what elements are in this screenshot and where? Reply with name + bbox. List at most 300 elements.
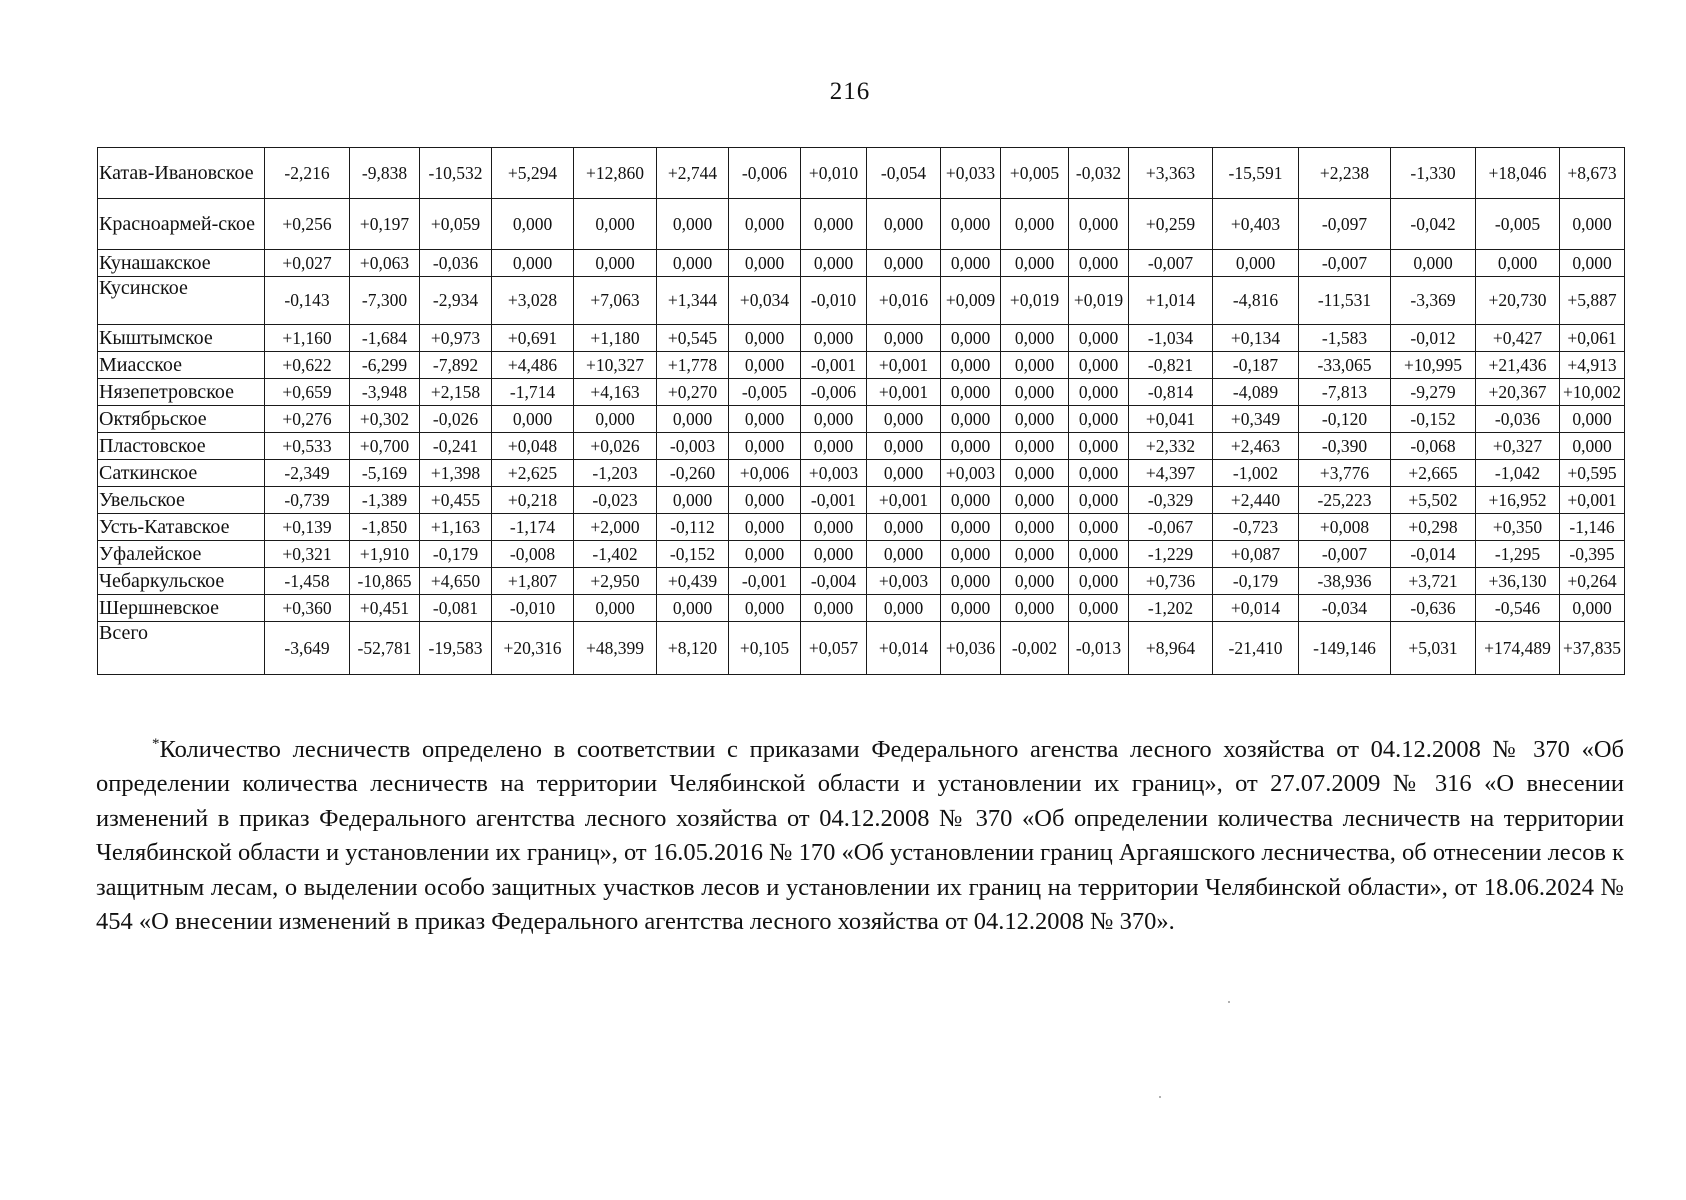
value-cell: 0,000 [729, 433, 801, 460]
value-cell: +20,316 [492, 622, 574, 675]
value-cell: +0,276 [265, 406, 350, 433]
value-cell: +0,451 [350, 595, 420, 622]
value-cell: +0,622 [265, 352, 350, 379]
value-cell: -1,174 [492, 514, 574, 541]
value-cell: +2,238 [1299, 148, 1391, 199]
forestry-name-cell: Кусинское [98, 277, 265, 325]
value-cell: +0,016 [867, 277, 941, 325]
value-cell: 0,000 [1069, 406, 1129, 433]
value-cell: 0,000 [1391, 250, 1476, 277]
value-cell: -9,279 [1391, 379, 1476, 406]
value-cell: -0,179 [1213, 568, 1299, 595]
value-cell: -0,546 [1476, 595, 1560, 622]
value-cell: -0,001 [801, 352, 867, 379]
value-cell: +0,001 [1560, 487, 1625, 514]
value-cell: +0,061 [1560, 325, 1625, 352]
value-cell: +0,134 [1213, 325, 1299, 352]
value-cell: -0,026 [420, 406, 492, 433]
value-cell: -1,714 [492, 379, 574, 406]
value-cell: -0,152 [657, 541, 729, 568]
value-cell: 0,000 [941, 325, 1001, 352]
value-cell: -0,010 [801, 277, 867, 325]
value-cell: +2,625 [492, 460, 574, 487]
value-cell: -1,402 [574, 541, 657, 568]
value-cell: +48,399 [574, 622, 657, 675]
value-cell: 0,000 [941, 406, 1001, 433]
value-cell: -0,006 [801, 379, 867, 406]
value-cell: -0,120 [1299, 406, 1391, 433]
value-cell: -38,936 [1299, 568, 1391, 595]
value-cell: -0,010 [492, 595, 574, 622]
value-cell: -0,143 [265, 277, 350, 325]
value-cell: 0,000 [1001, 514, 1069, 541]
value-cell: 0,000 [941, 487, 1001, 514]
value-cell: -0,007 [1129, 250, 1213, 277]
value-cell: 0,000 [574, 199, 657, 250]
value-cell: -0,042 [1391, 199, 1476, 250]
value-cell: +0,034 [729, 277, 801, 325]
value-cell: 0,000 [801, 595, 867, 622]
value-cell: +5,294 [492, 148, 574, 199]
forestry-name-cell: Нязепетровское [98, 379, 265, 406]
value-cell: +20,730 [1476, 277, 1560, 325]
value-cell: 0,000 [941, 352, 1001, 379]
value-cell: -0,152 [1391, 406, 1476, 433]
value-cell: -0,002 [1001, 622, 1069, 675]
value-cell: 0,000 [1069, 487, 1129, 514]
footnote [96, 727, 1624, 940]
value-cell: 0,000 [941, 514, 1001, 541]
value-cell: -19,583 [420, 622, 492, 675]
value-cell: 0,000 [1001, 568, 1069, 595]
forestry-data-table [97, 147, 1625, 675]
value-cell: -5,169 [350, 460, 420, 487]
value-cell: 0,000 [1069, 379, 1129, 406]
value-cell: +0,439 [657, 568, 729, 595]
value-cell: -0,054 [867, 148, 941, 199]
value-cell: +10,995 [1391, 352, 1476, 379]
value-cell: -0,068 [1391, 433, 1476, 460]
value-cell: +0,063 [350, 250, 420, 277]
value-cell: -0,179 [420, 541, 492, 568]
value-cell: +0,003 [801, 460, 867, 487]
table-row [98, 595, 1625, 622]
value-cell: +5,502 [1391, 487, 1476, 514]
value-cell: +0,019 [1001, 277, 1069, 325]
value-cell: -1,330 [1391, 148, 1476, 199]
table-row [98, 514, 1625, 541]
value-cell: 0,000 [1001, 325, 1069, 352]
value-cell: -4,816 [1213, 277, 1299, 325]
value-cell: -0,005 [1476, 199, 1560, 250]
value-cell: -0,001 [729, 568, 801, 595]
value-cell: -1,229 [1129, 541, 1213, 568]
value-cell: -0,067 [1129, 514, 1213, 541]
value-cell: 0,000 [1560, 433, 1625, 460]
value-cell: +8,964 [1129, 622, 1213, 675]
value-cell: +5,031 [1391, 622, 1476, 675]
value-cell: +16,952 [1476, 487, 1560, 514]
value-cell: +0,105 [729, 622, 801, 675]
forestry-name-cell: Пластовское [98, 433, 265, 460]
value-cell: +0,349 [1213, 406, 1299, 433]
value-cell: -0,001 [801, 487, 867, 514]
value-cell: +0,659 [265, 379, 350, 406]
value-cell: +0,298 [1391, 514, 1476, 541]
table-row [98, 325, 1625, 352]
value-cell: 0,000 [1069, 460, 1129, 487]
value-cell: 0,000 [1001, 406, 1069, 433]
value-cell: +0,455 [420, 487, 492, 514]
value-cell: +0,256 [265, 199, 350, 250]
forestry-name-cell: Саткинское [98, 460, 265, 487]
value-cell: 0,000 [801, 433, 867, 460]
value-cell: +3,776 [1299, 460, 1391, 487]
value-cell: +0,427 [1476, 325, 1560, 352]
value-cell: 0,000 [1001, 541, 1069, 568]
forestry-name-cell: Всего [98, 622, 265, 675]
value-cell: 0,000 [657, 487, 729, 514]
value-cell: -149,146 [1299, 622, 1391, 675]
table-row [98, 250, 1625, 277]
value-cell: +0,700 [350, 433, 420, 460]
footnote-text: Количество лесничеств определено в соответствии с приказами Федерального агенства лесного хозяйства от 04.12.2008 № 370 «Об определении количества лесничеств на территории Челябинской области и установлении их границ», от 27.07.2009 № 316 «О внесении изменений в приказ Федерального агентства лесного хозяйства от 04.12.2008 № 370 «Об определении количества лесничеств на территории Челябинской области и установлении их границ», от 16.05.2016 № 170 «Об установлении границ Аргаяшского лесничества, об отнесении лесов к защитным лесам, о выделении особо защитных участков лесов и установлении их границ на территории Челябинской области», от 18.06.2024 № 454 «О внесении изменений в приказ Федерального агентства лесного хозяйства от 04.12.2008 № 370». [96, 735, 1624, 935]
value-cell: +0,009 [941, 277, 1001, 325]
value-cell: +2,950 [574, 568, 657, 595]
value-cell: -7,892 [420, 352, 492, 379]
value-cell: +0,259 [1129, 199, 1213, 250]
value-cell: -1,203 [574, 460, 657, 487]
page-number: 216 [829, 78, 871, 105]
value-cell: 0,000 [492, 406, 574, 433]
value-cell: 0,000 [657, 595, 729, 622]
value-cell: -0,036 [1476, 406, 1560, 433]
value-cell: +0,321 [265, 541, 350, 568]
value-cell: +12,860 [574, 148, 657, 199]
value-cell: -2,349 [265, 460, 350, 487]
value-cell: -0,390 [1299, 433, 1391, 460]
value-cell: 0,000 [1001, 199, 1069, 250]
value-cell: +0,973 [420, 325, 492, 352]
value-cell: +0,014 [867, 622, 941, 675]
value-cell: 0,000 [657, 406, 729, 433]
value-cell: -0,241 [420, 433, 492, 460]
value-cell: -0,034 [1299, 595, 1391, 622]
value-cell: +0,327 [1476, 433, 1560, 460]
value-cell: 0,000 [492, 199, 574, 250]
forestry-name-cell: Чебаркульское [98, 568, 265, 595]
value-cell: +7,063 [574, 277, 657, 325]
value-cell: 0,000 [729, 541, 801, 568]
value-cell: -2,934 [420, 277, 492, 325]
table-row [98, 352, 1625, 379]
value-cell: +0,059 [420, 199, 492, 250]
value-cell: +0,302 [350, 406, 420, 433]
value-cell: +1,160 [265, 325, 350, 352]
value-cell: 0,000 [1069, 514, 1129, 541]
value-cell: +4,163 [574, 379, 657, 406]
forestry-name-cell: Октябрьское [98, 406, 265, 433]
value-cell: -0,395 [1560, 541, 1625, 568]
value-cell: -1,042 [1476, 460, 1560, 487]
value-cell: -1,034 [1129, 325, 1213, 352]
value-cell: +0,360 [265, 595, 350, 622]
value-cell: -0,012 [1391, 325, 1476, 352]
value-cell: +0,010 [801, 148, 867, 199]
table-row [98, 379, 1625, 406]
value-cell: 0,000 [1560, 595, 1625, 622]
value-cell: +0,057 [801, 622, 867, 675]
value-cell: +8,120 [657, 622, 729, 675]
value-cell: +4,397 [1129, 460, 1213, 487]
value-cell: +0,545 [657, 325, 729, 352]
value-cell: 0,000 [941, 199, 1001, 250]
table-row [98, 199, 1625, 250]
value-cell: -0,007 [1299, 541, 1391, 568]
value-cell: 0,000 [867, 595, 941, 622]
value-cell: -1,146 [1560, 514, 1625, 541]
value-cell: +0,264 [1560, 568, 1625, 595]
value-cell: -33,065 [1299, 352, 1391, 379]
value-cell: 0,000 [941, 379, 1001, 406]
value-cell: -7,813 [1299, 379, 1391, 406]
value-cell: 0,000 [657, 250, 729, 277]
value-cell: -1,002 [1213, 460, 1299, 487]
value-cell: +0,001 [867, 487, 941, 514]
value-cell: 0,000 [941, 595, 1001, 622]
value-cell: -0,032 [1069, 148, 1129, 199]
value-cell: 0,000 [801, 406, 867, 433]
value-cell: 0,000 [1069, 325, 1129, 352]
value-cell: 0,000 [867, 199, 941, 250]
table-row [98, 406, 1625, 433]
value-cell: 0,000 [729, 595, 801, 622]
value-cell: -10,532 [420, 148, 492, 199]
value-cell: -0,007 [1299, 250, 1391, 277]
value-cell: -0,636 [1391, 595, 1476, 622]
value-cell: 0,000 [1069, 250, 1129, 277]
value-cell: -0,023 [574, 487, 657, 514]
value-cell: +0,003 [867, 568, 941, 595]
scan-speck [1159, 1096, 1161, 1098]
value-cell: 0,000 [867, 433, 941, 460]
value-cell: -9,838 [350, 148, 420, 199]
value-cell: +1,778 [657, 352, 729, 379]
value-cell: -1,389 [350, 487, 420, 514]
forestry-name-cell: Кунашакское [98, 250, 265, 277]
value-cell: +3,028 [492, 277, 574, 325]
value-cell: +0,197 [350, 199, 420, 250]
value-cell: +18,046 [1476, 148, 1560, 199]
value-cell: 0,000 [657, 199, 729, 250]
value-cell: 0,000 [941, 541, 1001, 568]
value-cell: +1,163 [420, 514, 492, 541]
value-cell: +0,014 [1213, 595, 1299, 622]
value-cell: 0,000 [729, 199, 801, 250]
value-cell: 0,000 [1069, 352, 1129, 379]
value-cell: +0,008 [1299, 514, 1391, 541]
value-cell: +37,835 [1560, 622, 1625, 675]
value-cell: +0,403 [1213, 199, 1299, 250]
value-cell: +0,006 [729, 460, 801, 487]
value-cell: -0,014 [1391, 541, 1476, 568]
value-cell: 0,000 [1001, 433, 1069, 460]
forestry-name-cell: Красноармей-ское [98, 199, 265, 250]
value-cell: -0,723 [1213, 514, 1299, 541]
forestry-name-cell: Уфалейское [98, 541, 265, 568]
value-cell: +0,218 [492, 487, 574, 514]
value-cell: 0,000 [1001, 487, 1069, 514]
value-cell: +0,033 [941, 148, 1001, 199]
value-cell: +4,913 [1560, 352, 1625, 379]
table-row [98, 277, 1625, 325]
value-cell: 0,000 [941, 568, 1001, 595]
forestry-name-cell: Миасское [98, 352, 265, 379]
value-cell: +10,002 [1560, 379, 1625, 406]
value-cell: -0,112 [657, 514, 729, 541]
value-cell: +174,489 [1476, 622, 1560, 675]
value-cell: 0,000 [729, 514, 801, 541]
forestry-name-cell: Кыштымское [98, 325, 265, 352]
value-cell: +2,000 [574, 514, 657, 541]
value-cell: +21,436 [1476, 352, 1560, 379]
forestry-name-cell: Увельское [98, 487, 265, 514]
value-cell: +2,332 [1129, 433, 1213, 460]
value-cell: +4,486 [492, 352, 574, 379]
value-cell: -0,003 [657, 433, 729, 460]
value-cell: 0,000 [801, 325, 867, 352]
value-cell: 0,000 [867, 250, 941, 277]
value-cell: -0,821 [1129, 352, 1213, 379]
value-cell: +1,014 [1129, 277, 1213, 325]
value-cell: 0,000 [1560, 199, 1625, 250]
value-cell: +0,087 [1213, 541, 1299, 568]
value-cell: -1,202 [1129, 595, 1213, 622]
value-cell: -0,097 [1299, 199, 1391, 250]
value-cell: +20,367 [1476, 379, 1560, 406]
value-cell: -0,260 [657, 460, 729, 487]
value-cell: 0,000 [729, 352, 801, 379]
value-cell: +0,533 [265, 433, 350, 460]
value-cell: -0,005 [729, 379, 801, 406]
total-row [98, 622, 1625, 675]
value-cell: +0,003 [941, 460, 1001, 487]
value-cell: -1,458 [265, 568, 350, 595]
value-cell: -0,013 [1069, 622, 1129, 675]
value-cell: 0,000 [1069, 568, 1129, 595]
table-row [98, 568, 1625, 595]
table-row [98, 541, 1625, 568]
value-cell: +0,026 [574, 433, 657, 460]
value-cell: 0,000 [1069, 541, 1129, 568]
value-cell: 0,000 [867, 514, 941, 541]
value-cell: 0,000 [867, 460, 941, 487]
value-cell: -0,006 [729, 148, 801, 199]
scan-speck [1228, 1001, 1230, 1003]
table-row [98, 460, 1625, 487]
footnote-marker: * [152, 735, 160, 752]
value-cell: -0,008 [492, 541, 574, 568]
value-cell: -3,649 [265, 622, 350, 675]
value-cell: 0,000 [1476, 250, 1560, 277]
value-cell: +0,270 [657, 379, 729, 406]
value-cell: -0,329 [1129, 487, 1213, 514]
value-cell: +1,180 [574, 325, 657, 352]
value-cell: 0,000 [729, 250, 801, 277]
value-cell: 0,000 [801, 199, 867, 250]
value-cell: -3,948 [350, 379, 420, 406]
value-cell: +1,910 [350, 541, 420, 568]
value-cell: 0,000 [1560, 250, 1625, 277]
forestry-name-cell: Катав-Ивановское [98, 148, 265, 199]
value-cell: -1,295 [1476, 541, 1560, 568]
value-cell: 0,000 [1069, 199, 1129, 250]
value-cell: +0,736 [1129, 568, 1213, 595]
value-cell: 0,000 [729, 325, 801, 352]
value-cell: 0,000 [574, 406, 657, 433]
value-cell: 0,000 [729, 406, 801, 433]
value-cell: -3,369 [1391, 277, 1476, 325]
value-cell: 0,000 [1213, 250, 1299, 277]
forestry-name-cell: Шершневское [98, 595, 265, 622]
value-cell: +0,027 [265, 250, 350, 277]
value-cell: 0,000 [941, 250, 1001, 277]
value-cell: 0,000 [729, 487, 801, 514]
value-cell: 0,000 [1560, 406, 1625, 433]
value-cell: 0,000 [867, 541, 941, 568]
value-cell: -1,583 [1299, 325, 1391, 352]
value-cell: 0,000 [801, 541, 867, 568]
value-cell: +3,721 [1391, 568, 1476, 595]
value-cell: +36,130 [1476, 568, 1560, 595]
value-cell: -11,531 [1299, 277, 1391, 325]
value-cell: -2,216 [265, 148, 350, 199]
value-cell: -1,850 [350, 514, 420, 541]
value-cell: +0,691 [492, 325, 574, 352]
value-cell: -0,187 [1213, 352, 1299, 379]
value-cell: +2,440 [1213, 487, 1299, 514]
value-cell: +1,807 [492, 568, 574, 595]
value-cell: -1,684 [350, 325, 420, 352]
value-cell: -0,036 [420, 250, 492, 277]
value-cell: +2,744 [657, 148, 729, 199]
value-cell: +0,041 [1129, 406, 1213, 433]
value-cell: 0,000 [867, 406, 941, 433]
value-cell: +10,327 [574, 352, 657, 379]
value-cell: +8,673 [1560, 148, 1625, 199]
value-cell: +0,036 [941, 622, 1001, 675]
value-cell: +0,019 [1069, 277, 1129, 325]
value-cell: +0,001 [867, 379, 941, 406]
value-cell: +2,665 [1391, 460, 1476, 487]
value-cell: +0,139 [265, 514, 350, 541]
value-cell: -10,865 [350, 568, 420, 595]
value-cell: -4,089 [1213, 379, 1299, 406]
value-cell: -25,223 [1299, 487, 1391, 514]
value-cell: +1,344 [657, 277, 729, 325]
value-cell: +3,363 [1129, 148, 1213, 199]
value-cell: -6,299 [350, 352, 420, 379]
value-cell: -0,004 [801, 568, 867, 595]
value-cell: -7,300 [350, 277, 420, 325]
value-cell: -0,081 [420, 595, 492, 622]
value-cell: 0,000 [574, 250, 657, 277]
value-cell: -0,814 [1129, 379, 1213, 406]
value-cell: 0,000 [801, 514, 867, 541]
value-cell: -15,591 [1213, 148, 1299, 199]
value-cell: +0,350 [1476, 514, 1560, 541]
value-cell: +4,650 [420, 568, 492, 595]
